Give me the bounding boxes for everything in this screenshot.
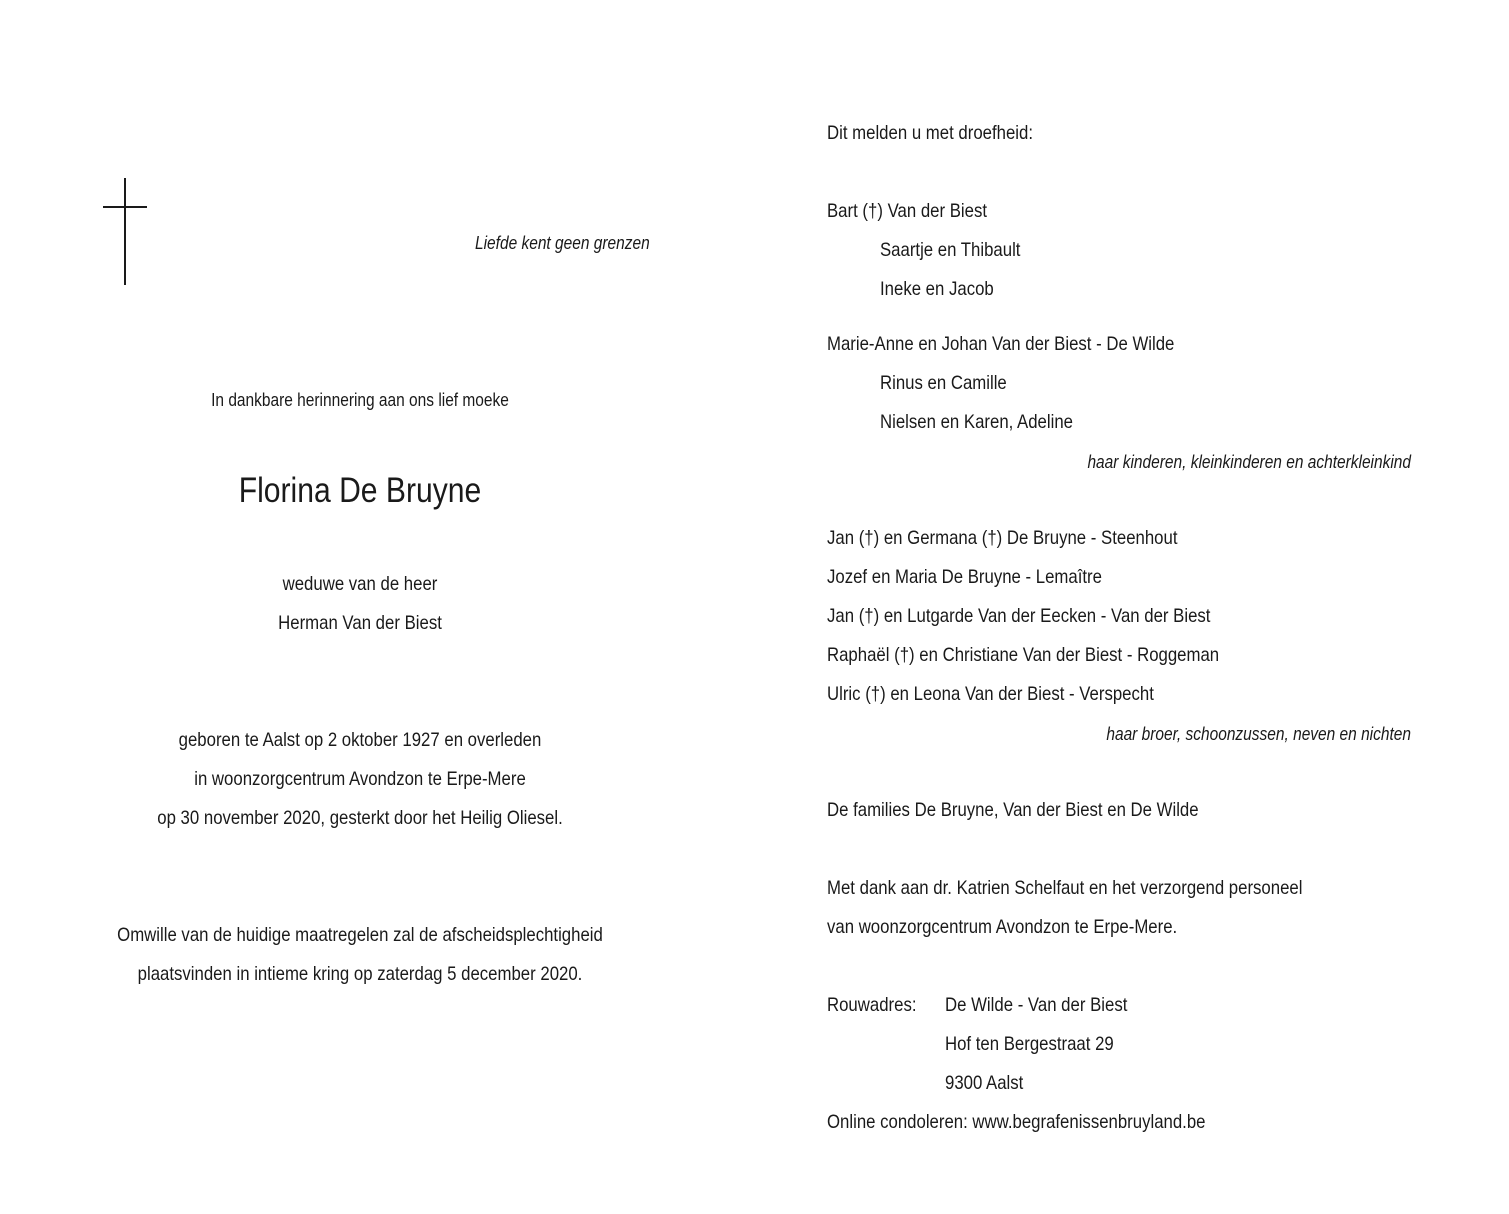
child-2: Marie-Anne en Johan Van der Biest - De Wilde xyxy=(827,333,1175,355)
relative-3: Jan (†) en Lutgarde Van der Eecken - Van der Biest xyxy=(827,605,1211,627)
ceremony-line-2: plaatsvinden in intieme kring op zaterdag 5 december 2020. xyxy=(137,963,583,985)
address-label: Rouwadres: xyxy=(827,994,917,1016)
relative-5: Ulric (†) en Leona Van der Biest - Verspecht xyxy=(827,683,1154,705)
birth-death-line-2: in woonzorgcentrum Avondzon te Erpe-Mere xyxy=(194,768,526,790)
motto: Liefde kent geen grenzen xyxy=(475,233,650,253)
thanks-line-1: Met dank aan dr. Katrien Schelfaut en het verzorgend personeel xyxy=(827,877,1303,899)
families-text: De families De Bruyne, Van der Biest en De Wilde xyxy=(827,799,1199,821)
birth-death-line-3: op 30 november 2020, gesterkt door het Heilig Oliesel. xyxy=(157,807,563,829)
address-line-2: Hof ten Bergestraat 29 xyxy=(945,1033,1114,1055)
intro-text: In dankbare herinnering aan ons lief moeke xyxy=(211,390,509,410)
announce-text: Dit melden u met droefheid: xyxy=(827,122,1034,144)
grandchild-2-2: Nielsen en Karen, Adeline xyxy=(880,411,1073,433)
relatives-caption: haar broer, schoonzussen, neven en nichten xyxy=(1106,724,1411,744)
grandchild-2-1: Rinus en Camille xyxy=(880,372,1007,394)
relative-1: Jan (†) en Germana (†) De Bruyne - Steenhout xyxy=(827,527,1178,549)
children-caption: haar kinderen, kleinkinderen en achterkleinkind xyxy=(1087,452,1411,472)
relative-2: Jozef en Maria De Bruyne - Lemaître xyxy=(827,566,1102,588)
child-1: Bart (†) Van der Biest xyxy=(827,200,988,222)
deceased-name: Florina De Bruyne xyxy=(238,471,482,510)
widow-line-1: weduwe van de heer xyxy=(282,573,438,595)
cross-icon xyxy=(103,178,147,285)
grandchild-1-1: Saartje en Thibault xyxy=(880,239,1021,261)
grandchild-1-2: Ineke en Jacob xyxy=(880,278,994,300)
relative-4: Raphaël (†) en Christiane Van der Biest - Roggeman xyxy=(827,644,1220,666)
widow-line-2: Herman Van der Biest xyxy=(278,612,442,634)
address-line-1: De Wilde - Van der Biest xyxy=(945,994,1128,1016)
online-condolence: Online condoleren: www.begrafenissenbruyland.be xyxy=(827,1111,1206,1133)
ceremony-line-1: Omwille van de huidige maatregelen zal de afscheidsplechtigheid xyxy=(117,924,603,946)
address-line-3: 9300 Aalst xyxy=(945,1072,1024,1094)
thanks-line-2: van woonzorgcentrum Avondzon te Erpe-Mere. xyxy=(827,916,1178,938)
birth-death-line-1: geboren te Aalst op 2 oktober 1927 en overleden xyxy=(178,729,542,751)
